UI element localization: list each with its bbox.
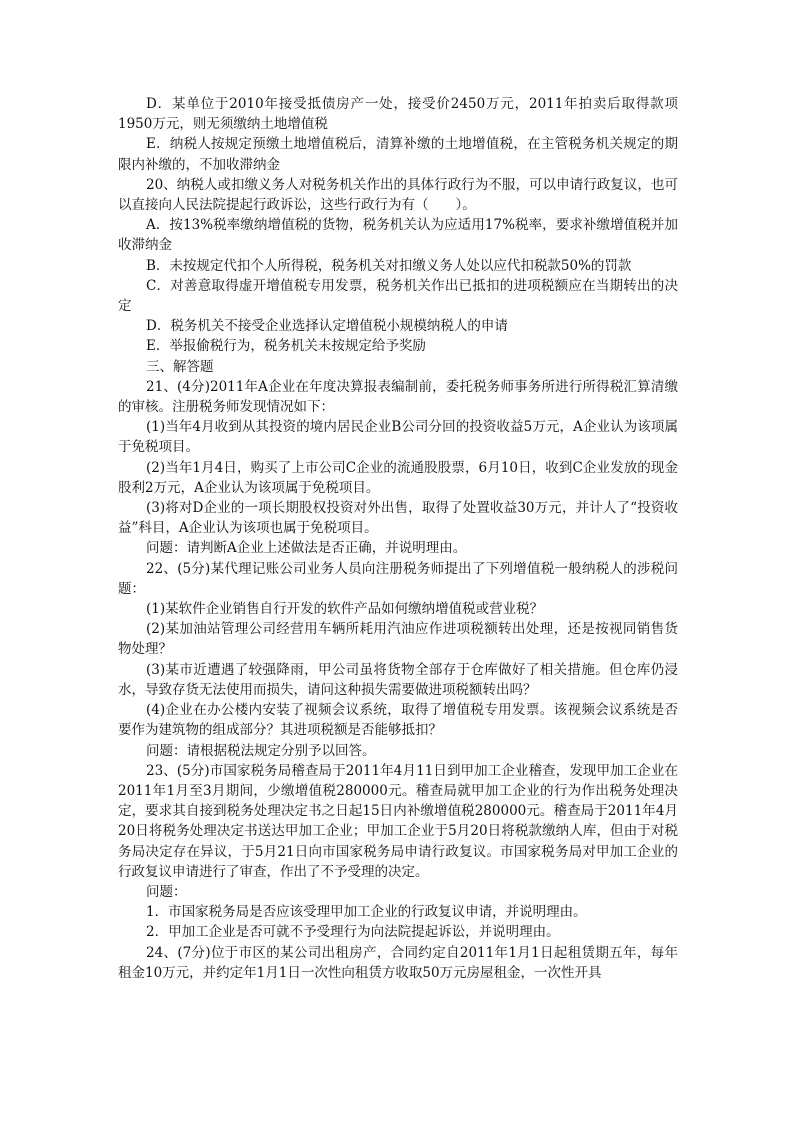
question-22-item-1: (1)某软件企业销售自行开发的软件产品如何缴纳增值税或营业税？ [146,601,544,618]
question-23-prompt: 问题： [146,883,187,900]
question-23-sub-1: 1．市国家税务局是否应该受理甲加工企业的行政复议申请，并说明理由。 [146,904,587,921]
question-21: 21、(4分)2011年A企业在年度决算报表编制前，委托税务师事务所进行所得税汇算清缴的审核。注册税务师发现情况如下： [118,378,678,416]
question-20-option-b: B．未按规定代扣个人所得税，税务机关对扣缴义务人处以应代扣税款50%的罚款 [146,257,632,274]
question-22-item-3: (3)某市近遭遇了较强降雨，甲公司虽将货物全部存于仓库做好了相关措施。但仓库仍浸水，导致存货无法使用而损失，请问这种损失需要做进项税额转出吗？ [118,661,678,698]
question-24: 24、(7分)位于市区的某公司出租房产，合同约定自2011年1月1日起租赁期五年，每年租金10万元，并约定年1月1日一次性向租赁方收取50万元房屋租金，一次性开具 [118,944,678,981]
question-22-item-2: (2)某加油站管理公司经营用车辆所耗用汽油应作进项税额转出处理，还是按视同销售货物处理？ [118,621,678,658]
question-21-prompt: 问题：请判断A企业上述做法是否正确，并说明理由。 [146,540,467,557]
option-d-land-vat: D．某单位于2010年接受抵债房产一处，接受价2450万元，2011年拍卖后取得款项1950万元，则无须缴纳土地增值税 [118,96,678,133]
question-21-item-3: (3)将对D企业的一项长期股权投资对外出售，取得了处置收益30万元，并计人了“投资收益”科目，A企业认为该项也属于免税项目。 [118,500,678,537]
question-23-sub-2: 2．甲加工企业是否可就不予受理行为向法院提起诉讼，并说明理由。 [146,924,560,941]
section-heading-answers: 三、解答题 [146,358,214,375]
option-e-land-vat: E．纳税人按规定预缴土地增值税后，清算补缴的土地增值税，在主管税务机关规定的期限内补缴的，不加收滞纳金 [118,136,678,173]
question-21-item-2: (2)当年1月4日，购买了上市公司C企业的流通股股票，6月10日，收到C企业发放的现金股利2万元，A企业认为该项属于免税项目。 [118,459,678,496]
question-22-prompt: 问题：请根据税法规定分别予以回答。 [146,742,376,759]
question-20-option-e: E．举报偷税行为，税务机关未按规定给予奖励 [146,338,426,355]
question-20-option-a: A．按13%税率缴纳增值税的货物，税务机关认为应适用17%税率，要求补缴增值税并加收滞纳金 [118,217,678,254]
question-22-item-4: (4)企业在办公楼内安装了视频会议系统，取得了增值税专用发票。该视频会议系统是否要作为建筑物的组成部分？其进项税额是否能够抵扣？ [118,702,678,739]
question-22: 22、(5分)某代理记账公司业务人员向注册税务师提出了下列增值税一般纳税人的涉税问题： [118,560,678,597]
question-20-option-d: D．税务机关不接受企业选择认定增值税小规模纳税人的申请 [146,318,508,335]
document-body [118,94,678,983]
question-20: 20、纳税人或扣缴义务人对税务机关作出的具体行政行为不服，可以申请行政复议，也可以直接向人民法院提起行政诉讼，这些行政行为有（ ）。 [118,176,678,214]
question-20-option-c: C．对善意取得虚开增值税专用发票，税务机关作出已抵扣的进项税额应在当期转出的决定 [118,277,678,315]
question-21-item-1: (1)当年4月收到从其投资的境内居民企业B公司分回的投资收益5万元，A企业认为该项属于免税项目。 [118,419,678,456]
question-23: 23、(5分)市国家税务局稽查局于2011年4月11日到甲加工企业稽查，发现甲加工企业在2011年1月至3月期间，少缴增值税280000元。稽查局就甲加工企业的行为作出税务处理决定，要求其自接到税务处理决定书之日起15日内补缴增值税280000元。稽查局于2011年4月20日将税务处理决定书送达甲加工企业；甲加工企业于5月20日将税款缴纳人库，但由于对税务局决定存在异议，于5月21日向市国家税务局申请行政复议。市国家税务局对甲加工企业的行政复议申请进行了审查，作出了不予受理的决定。 [118,762,678,880]
